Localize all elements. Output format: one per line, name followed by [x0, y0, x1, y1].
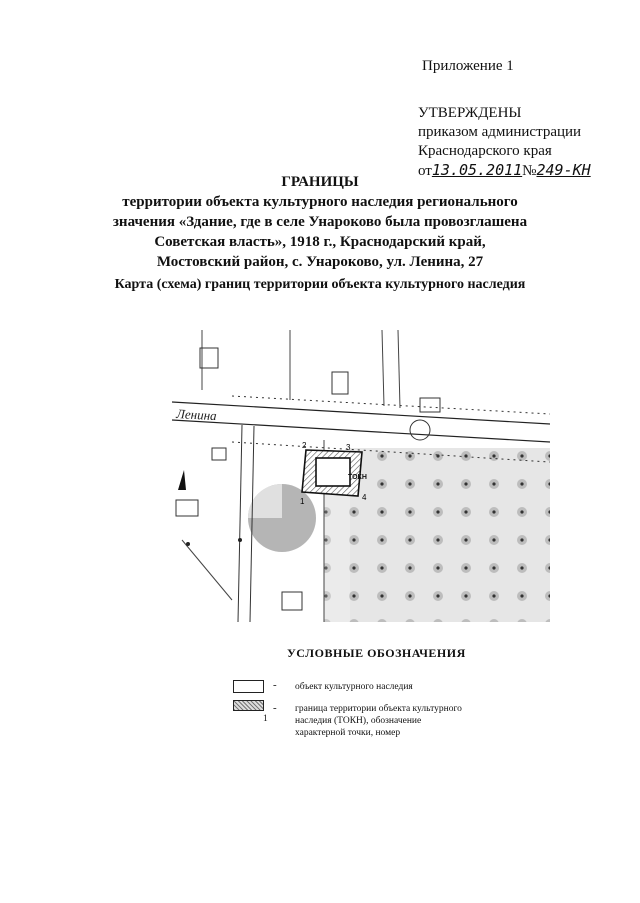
order-number: 249-КН: [536, 161, 591, 179]
order-date: 13.05.2011: [431, 161, 523, 179]
legend-item-tokn: [295, 703, 462, 739]
legend-tokn-symbol: [233, 700, 264, 711]
appendix-label: Приложение 1: [422, 58, 514, 74]
approval-block: [418, 104, 591, 181]
map-caption: Карта (схема) границ территории объекта культурного наследия: [114, 277, 526, 292]
order-line-1: приказом администрации: [418, 124, 582, 140]
legend-item-tokn-line-2: наследия (ТОКН), обозначение: [295, 716, 422, 726]
number-prefix: №: [522, 163, 537, 179]
park-area: [350, 448, 550, 622]
point-3: 3: [346, 443, 351, 452]
title-heading: ГРАНИЦЫ: [281, 174, 359, 190]
legend-point-marker: 1: [263, 714, 268, 724]
legend-dash-1: -: [273, 679, 277, 691]
map-drawing: [172, 330, 550, 622]
title-line-4: Мостовский район, с. Унароково, ул. Ленина, 27: [156, 254, 484, 270]
legend-title: УСЛОВНЫЕ ОБОЗНАЧЕНИЯ: [287, 646, 466, 660]
document-title: [0, 172, 640, 272]
legend-item-tokn-line-1: граница территории объекта культурного: [295, 704, 462, 714]
title-line-3: Советская власть», 1918 г., Краснодарский край,: [154, 234, 486, 250]
order-line-2: Краснодарского края: [418, 143, 552, 159]
point-1: 1: [300, 497, 305, 506]
legend-object-symbol: [233, 680, 264, 693]
point-2: 2: [302, 441, 307, 450]
point-4: 4: [362, 493, 367, 502]
date-prefix: от: [418, 163, 432, 179]
title-line-1: территории объекта культурного наследия регионального: [122, 194, 518, 210]
boundary-map: [172, 330, 550, 622]
legend-item-object: объект культурного наследия: [295, 682, 413, 692]
street-label: Ленина: [175, 406, 218, 424]
title-line-2: значения «Здание, где в селе Унароково была провозглашена: [112, 214, 528, 230]
tokn-label: ТОКН: [348, 474, 367, 481]
heritage-object: [316, 458, 350, 486]
legend-item-tokn-line-3: характерной точки, номер: [295, 728, 401, 738]
approved-heading: УТВЕРЖДЕНЫ: [418, 105, 522, 121]
legend-dash-2: -: [273, 702, 277, 714]
